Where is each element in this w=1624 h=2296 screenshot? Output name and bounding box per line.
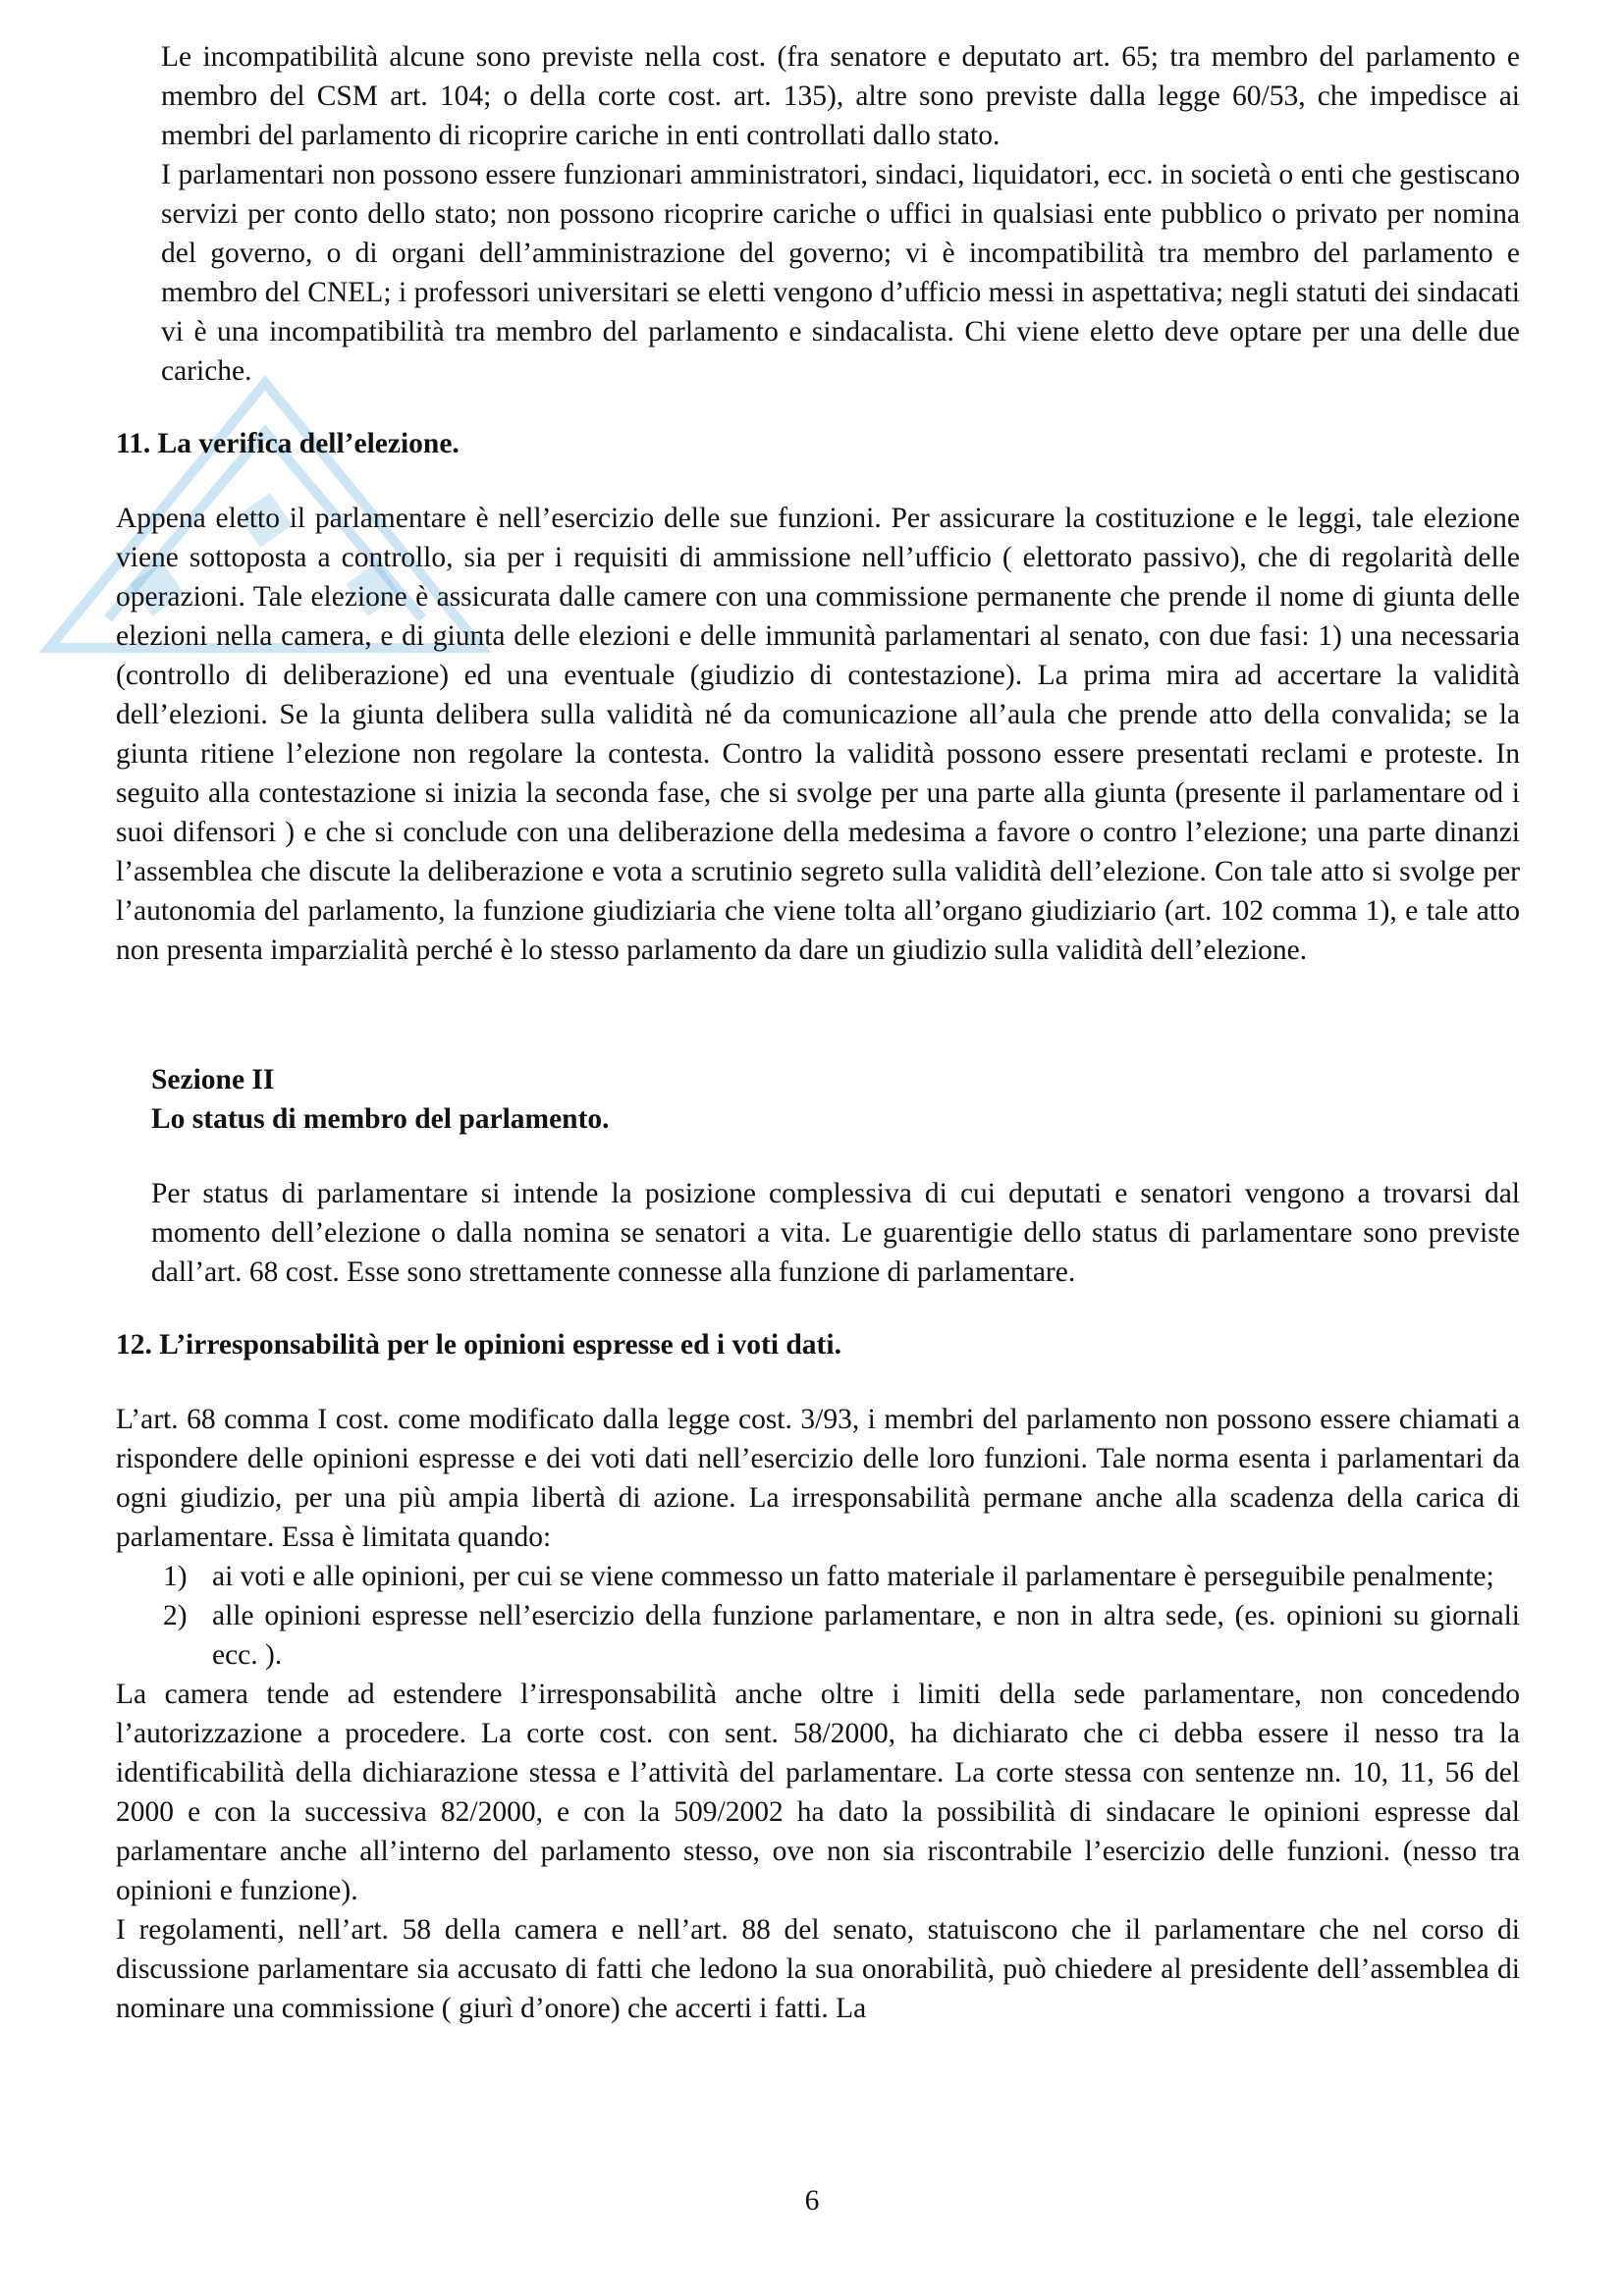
section-11-body: Appena eletto il parlamentare è nell’esercizio delle sue funzioni. Per assicurare la costituzione e le leggi, tale elezione viene sottoposta a controllo, sia per i requisiti di ammissione nell’ufficio ( elettorato passivo), che di regolarità delle operazioni. Tale elezione è assicurata dalle camere con una commissione permanente che prende il nome di giunta delle elezioni nella camera, e di giunta delle elezioni e delle immunità parlamentari al senato, con due fasi: 1) una necessaria (controllo di deliberazione) ed una eventuale (giudizio di contestazione). La prima mira ad accertare la validità dell’elezioni. Se la giunta delibera sulla validità né da comunicazione all’aula che prende atto della convalida; se la giunta ritiene l’elezione non regolare la contesta. Contro la validità possono essere presentati reclami e proteste. In seguito alla contestazione si inizia la seconda fase, che si svolge per una parte alla giunta (presente il parlamentare od i suoi difensori ) e che si conclude con una deliberazione della medesima a favore o contro l’elezione; una parte dinanzi l’assemblea che discute la deliberazione e vota a scrutinio segreto sulla validità dell’elezione. Con tale atto si svolge per l’autonomia del parlamento, la funzione giudiziaria che viene tolta all’organo giudiziario (art. 102 comma 1), e tale atto non presenta imparzialità perché è lo stesso parlamento da dare un giudizio sulla validità dell’elezione. bbox=[116, 503, 1520, 966]
document-page bbox=[116, 37, 1520, 2028]
section-12-after: La camera tende ad estendere l’irresponsabilità anche oltre i limiti della sede parlamentare, non concedendo l’autorizzazione a procedere. La corte cost. con sent. 58/2000, ha dichiarato che ci debba essere il nesso tra la identificabilità della dichiarazione stessa e l’attività del parlamentare. La corte stessa con sentenze nn. 10, 11, 56 del 2000 e con la successiva 82/2000, e con la 509/2002 ha dato la possibilità di sindacare le opinioni espresse dal parlamentare anche all’interno del parlamento stesso, ove non sia riscontrabile l’esercizio delle funzioni. (nesso tra opinioni e funzione). bbox=[116, 1679, 1520, 1906]
page-number: 6 bbox=[804, 2185, 820, 2216]
section-12-heading: 12. L’irresponsabilità per le opinioni espresse ed i voti dati. bbox=[116, 1329, 841, 1361]
sezione-label: Sezione II bbox=[151, 1064, 275, 1095]
section-12-intro: L’art. 68 comma I cost. come modificato dalla legge cost. 3/93, i membri del parlamento non possono essere chiamati a rispondere delle opinioni espresse e dei voti dati nell’esercizio delle loro funzioni. Tale norma esenta i parlamentari da ogni giudizio, per una più ampia libertà di azione. La irresponsabilità permane anche alla scadenza della carica di parlamentare. Essa è limitata quando: bbox=[116, 1404, 1520, 1553]
list-item-text: ai voti e alle opinioni, per cui se viene commesso un fatto materiale il parlamentare è perseguibile penalmente; bbox=[212, 1561, 1494, 1592]
list-item bbox=[116, 1596, 1520, 1675]
paragraph-parlamentari: I parlamentari non possono essere funzionari amministratori, sindaci, liquidatori, ecc. in società o enti che gestiscano servizi per conto dello stato; non possono ricoprire cariche o uffici in qualsiasi ente pubblico o privato per nomina del governo, o di organi dell’amministrazione del governo; vi è incompatibilità tra membro del parlamento e membro del CNEL; i professori universitari se eletti vengono d’ufficio messi in aspettativa; negli statuti dei sindacati vi è una incompatibilità tra membro del parlamento e sindacalista. Chi viene eletto deve optare per una delle due cariche. bbox=[161, 159, 1520, 387]
sezione-title: Lo status di membro del parlamento. bbox=[151, 1103, 610, 1135]
list-item bbox=[116, 1557, 1520, 1596]
limitations-list bbox=[116, 1557, 1520, 1675]
list-item-number: 1) bbox=[163, 1561, 188, 1592]
section-12-last: I regolamenti, nell’art. 58 della camera e nell’art. 88 del senato, statuiscono che il parlamentare che nel corso di discussione parlamentare sia accusato di fatti che ledono la sua onorabilità, può chiedere al presidente dell’assemblea di nominare una commissione ( giurì d’onore) che accerti i fatti. La bbox=[116, 1914, 1520, 2024]
list-item-text: alle opinioni espresse nell’esercizio della funzione parlamentare, e non in altra sede, (es. opinioni su giornali ecc. ). bbox=[212, 1600, 1520, 1671]
paragraph-incompatibilita: Le incompatibilità alcune sono previste nella cost. (fra senatore e deputato art. 65; tra membro del parlamento e membro del CSM art. 104; o della corte cost. art. 135), altre sono previste dalla legge 60/53, che impedisce ai membri del parlamento di ricoprire cariche in enti controllati dallo stato. bbox=[161, 41, 1520, 151]
section-11-heading: 11. La verifica dell’elezione. bbox=[116, 428, 460, 459]
sezione-body: Per status di parlamentare si intende la posizione complessiva di cui deputati e senatori vengono a trovarsi dal momento dell’elezione o dalla nomina se senatori a vita. Le guarentigie dello status di parlamentare sono previste dall’art. 68 cost. Esse sono strettamente connesse alla funzione di parlamentare. bbox=[151, 1178, 1520, 1288]
list-item-number: 2) bbox=[163, 1600, 188, 1631]
